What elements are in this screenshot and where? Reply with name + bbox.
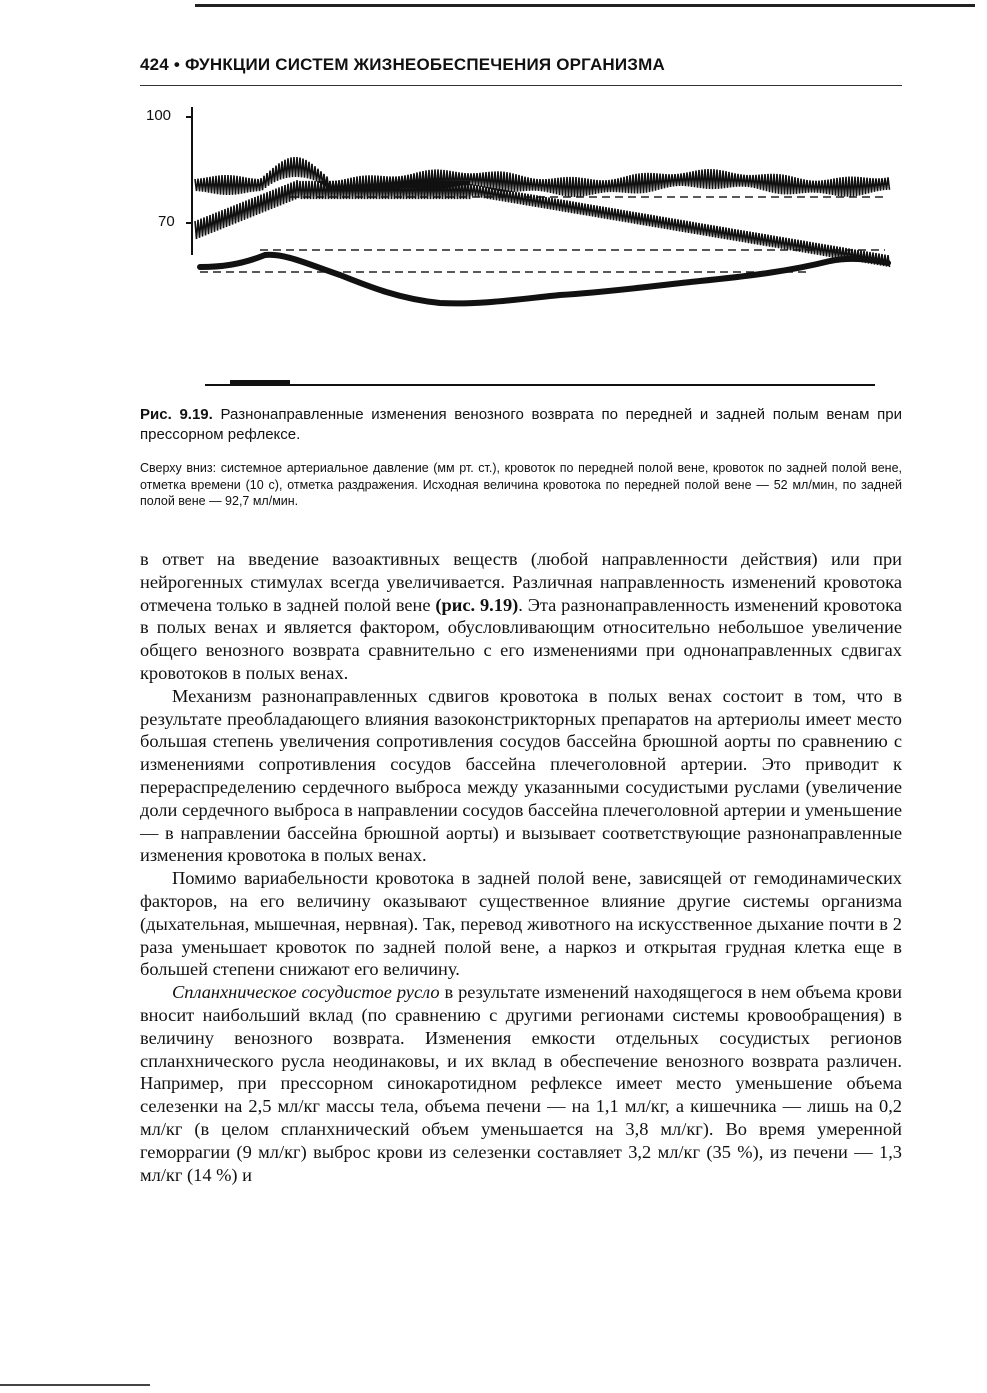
figure-9-19 <box>140 95 902 400</box>
figure-legend: Сверху вниз: системное артериальное давление (мм рт. ст.), кровоток по передней полой вене, кровоток по задней полой вене, отметка времени (10 с), отметка раздражения. Исходная величина кровотока по передней полой вене — 52 мл/мин, по задней полой вене — 92,7 мл/мин. <box>140 461 902 508</box>
y-tick-label-70: 70 <box>158 213 175 230</box>
term-splanchnic-bed: Спланхническое сосудистое русло <box>172 982 440 1003</box>
scan-artifact-bottom <box>0 1384 150 1386</box>
header-separator: • <box>173 55 181 74</box>
running-title: ФУНКЦИИ СИСТЕМ ЖИЗНЕОБЕСПЕЧЕНИЯ ОРГАНИЗМА <box>185 55 665 74</box>
scan-artifact-top <box>195 4 975 7</box>
trace-posterior-vena-cava-flow <box>200 255 888 304</box>
header-rule <box>140 85 902 86</box>
stimulus-mark <box>230 380 290 385</box>
paragraph-1: в ответ на введение вазоактивных веществ (любой направленности действия) или при нейрогенных стимулах всегда увеличивается. Различная направленность изменений кровотока отмечена только в задней полой вене (рис. 9.19). Эта разнонаправленность изменений кровотока в полых венах и является фактором, обусловливающим относительно небольшое увеличение общего венозного возврата сравнительно с его изменениями при однонаправленных сдвигах кровотоков в полых венах. <box>140 549 902 683</box>
caption-label: Рис. 9.19. <box>140 406 213 423</box>
paragraph-3: Помимо вариабельности кровотока в задней полой вене, зависящей от гемодинамических факторов, на его величину оказывают существенное влияние другие системы организма (дыхательная, мышечная, нервная). Так, перевод животного на искусственное дыхание почти в 2 раза уменьшает кровоток по задней полой вене, а наркоз и открытая грудная клетка еще в большей степени снижают его величину. <box>140 868 902 980</box>
paragraph-4: Спланхническое сосудистое русло в результате изменений находящегося в нем объема крови вносит наибольший вклад (по сравнению с другими регионами системы кровообращения) в величину венозного возврата. Изменения емкости отдельных сосудистых регионов спланхнического русла неодинаковы, и их вклад в обеспечение венозного возврата различен. Например, при прессорном синокаротидном рефлексе имеет место уменьшение объема селезенки на 2,5 мл/кг массы тела, объема печени — на 1,1 мл/кг, а кишечника — лишь на 0,2 мл/кг (в целом спланхнический объем уменьшается на 3,8 мл/кг). Во время умеренной геморрагии (9 мл/кг) выброс крови из селезенки составляет 3,2 мл/кг (35 %), из печени — 1,3 мл/кг (14 %) и <box>140 982 902 1185</box>
physiological-recording <box>140 95 902 400</box>
y-tick-label-100: 100 <box>146 107 172 124</box>
page-number: 424 <box>140 55 169 74</box>
figure-reference: (рис. 9.19) <box>435 594 519 615</box>
figure-caption <box>140 405 902 445</box>
body-text <box>140 548 902 1186</box>
caption-title: Разнонаправленные изменения венозного возврата по передней и задней полым венам при прессорном рефлексе. <box>140 406 903 443</box>
paragraph-2: Механизм разнонаправленных сдвигов кровотока в полых венах состоит в том, что в результате преобладающего влияния вазоконстрикторных препаратов на артериолы имеет место большая степень увеличения сопротивления сосудов бассейна брюшной аорты по сравнению с изменениями сопротивления сосудов бассейна плечеголовной артерии. Это приводит к перераспределению сердечного выброса между указанными сосудистыми руслами (увеличение доли сердечного выброса в направлении сосудов бассейна плечеголовной артерии и уменьшение — в направлении бассейна брюшной аорты) и вызывает соответствующие разнонаправленные изменения кровотока в полых венах. <box>140 685 902 866</box>
running-header <box>140 55 902 75</box>
